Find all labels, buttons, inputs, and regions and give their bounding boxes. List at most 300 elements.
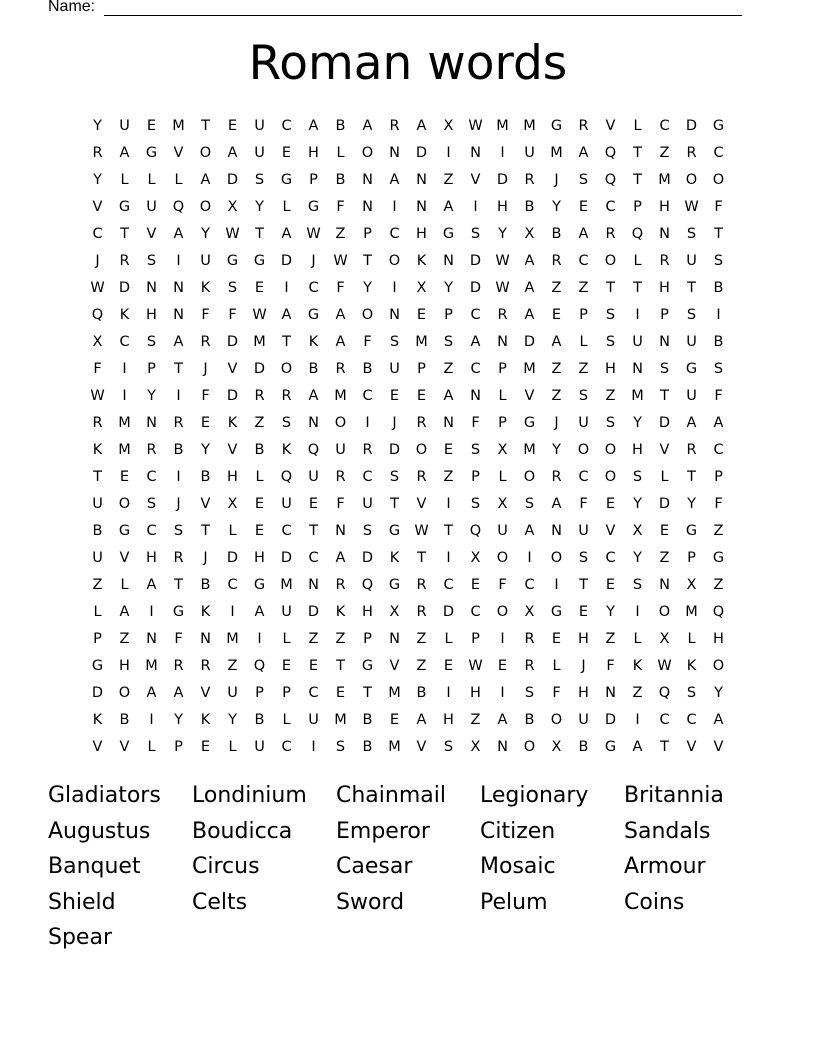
grid-letter: D (442, 604, 455, 620)
grid-letter: Z (551, 280, 562, 296)
grid-letter: P (363, 226, 372, 242)
grid-letter: E (578, 199, 589, 215)
grid-letter: H (416, 226, 427, 242)
word-bank-item: Londinium (192, 783, 307, 808)
grid-letter: T (93, 469, 102, 485)
grid-letter: G (523, 415, 536, 431)
grid-letter: H (146, 550, 157, 566)
grid-letter: I (500, 145, 505, 161)
grid-letter: M (172, 118, 185, 134)
grid-letter: U (362, 496, 373, 512)
grid-letter: G (388, 577, 401, 593)
grid-letter: F (471, 415, 480, 431)
grid-letter: V (605, 118, 616, 134)
grid-letter: J (581, 658, 586, 674)
grid-letter: I (392, 280, 397, 296)
grid-letter: L (633, 253, 642, 269)
grid-letter: E (497, 658, 508, 674)
grid-letter: I (473, 199, 478, 215)
grid-letter: E (416, 388, 427, 404)
grid-letter: P (174, 739, 183, 755)
grid-letter: B (551, 226, 562, 242)
word-bank-item: Circus (192, 854, 260, 879)
grid-letter: R (524, 631, 535, 647)
grid-letter: C (578, 469, 589, 485)
grid-letter: T (363, 685, 372, 701)
grid-letter: F (552, 685, 561, 701)
grid-letter: K (686, 658, 697, 674)
grid-letter: C (713, 145, 724, 161)
grid-letter: M (226, 631, 239, 647)
grid-letter: L (579, 334, 588, 350)
grid-letter: S (605, 415, 616, 431)
grid-letter: H (470, 685, 481, 701)
grid-letter: R (686, 442, 697, 458)
grid-letter: M (685, 604, 698, 620)
grid-letter: H (362, 604, 373, 620)
grid-letter: K (92, 442, 103, 458)
grid-letter: I (365, 415, 370, 431)
grid-letter: R (92, 145, 103, 161)
grid-letter: C (470, 604, 481, 620)
grid-letter: G (712, 118, 725, 134)
grid-letter: I (392, 199, 397, 215)
grid-letter: M (118, 442, 131, 458)
grid-letter: N (443, 253, 454, 269)
grid-letter: N (632, 361, 643, 377)
grid-letter: D (91, 685, 104, 701)
grid-letter: L (174, 172, 183, 188)
grid-letter: Z (335, 226, 346, 242)
grid-letter: X (227, 199, 238, 215)
grid-letter: Z (605, 631, 616, 647)
grid-letter: I (446, 685, 451, 701)
grid-letter: Y (363, 280, 372, 296)
grid-letter: L (336, 145, 345, 161)
grid-letter: L (147, 172, 156, 188)
word-bank-item: Armour (624, 854, 706, 879)
grid-letter: N (362, 199, 373, 215)
grid-letter: U (92, 550, 103, 566)
grid-letter: V (227, 442, 238, 458)
grid-letter: G (253, 577, 266, 593)
grid-letter: X (524, 226, 535, 242)
grid-letter: D (469, 253, 482, 269)
grid-letter: S (470, 496, 481, 512)
grid-letter: L (498, 388, 507, 404)
grid-letter: Q (253, 658, 266, 674)
grid-letter: E (659, 523, 670, 539)
grid-letter: V (119, 739, 130, 755)
grid-letter: P (417, 361, 426, 377)
grid-letter: S (389, 469, 400, 485)
grid-letter: E (254, 496, 265, 512)
grid-letter: L (282, 631, 291, 647)
grid-letter: E (227, 118, 238, 134)
grid-letter: D (415, 145, 428, 161)
grid-letter: E (200, 415, 211, 431)
grid-letter: B (713, 334, 724, 350)
grid-letter: E (308, 658, 319, 674)
grid-letter: U (686, 253, 697, 269)
grid-letter: L (255, 469, 264, 485)
grid-letter: I (716, 307, 721, 323)
grid-letter: Q (91, 307, 104, 323)
grid-letter: O (334, 415, 347, 431)
grid-letter: B (335, 118, 346, 134)
grid-letter: Y (633, 496, 642, 512)
grid-letter: N (308, 415, 319, 431)
grid-letter: Y (147, 388, 156, 404)
grid-letter: R (92, 415, 103, 431)
grid-letter: H (713, 631, 724, 647)
grid-letter: T (201, 118, 210, 134)
grid-letter: E (443, 658, 454, 674)
grid-letter: J (203, 550, 208, 566)
grid-letter: B (416, 685, 427, 701)
grid-letter: M (253, 334, 266, 350)
grid-letter: Q (280, 469, 293, 485)
grid-letter: H (632, 442, 643, 458)
grid-letter: A (281, 226, 292, 242)
grid-letter: W (468, 658, 483, 674)
grid-letter: G (442, 226, 455, 242)
grid-letter: S (470, 226, 481, 242)
word-bank-item: Pelum (480, 889, 548, 915)
grid-letter: O (280, 361, 293, 377)
grid-letter: M (550, 145, 563, 161)
word-bank-item: Sandals (624, 818, 711, 844)
grid-letter: L (228, 739, 237, 755)
grid-letter: U (686, 388, 697, 404)
grid-letter: X (227, 496, 238, 512)
grid-letter: P (471, 631, 480, 647)
grid-letter: A (173, 226, 184, 242)
grid-letter: C (362, 469, 373, 485)
grid-letter: C (281, 118, 292, 134)
grid-letter: Z (308, 631, 319, 647)
grid-letter: C (281, 523, 292, 539)
grid-letter: A (416, 118, 427, 134)
grid-letter: C (524, 577, 535, 593)
grid-letter: A (173, 685, 184, 701)
grid-letter: S (443, 334, 454, 350)
grid-letter: T (201, 523, 210, 539)
grid-letter: Z (713, 523, 724, 539)
grid-letter: U (524, 145, 535, 161)
grid-letter: Z (416, 631, 427, 647)
grid-letter: V (146, 226, 157, 242)
grid-letter: E (308, 496, 319, 512)
grid-letter: V (92, 739, 103, 755)
grid-letter: X (389, 604, 400, 620)
grid-letter: V (416, 739, 427, 755)
grid-letter: Z (119, 631, 130, 647)
word-bank-item: Legionary (480, 783, 589, 808)
grid-letter: R (659, 253, 670, 269)
grid-letter: M (280, 577, 293, 593)
grid-letter: A (254, 604, 265, 620)
grid-letter: A (335, 550, 346, 566)
grid-letter: E (578, 604, 589, 620)
grid-letter: C (308, 550, 319, 566)
grid-letter: A (308, 118, 319, 134)
grid-letter: T (363, 253, 372, 269)
grid-letter: E (335, 685, 346, 701)
grid-letter: F (336, 496, 345, 512)
grid-letter: R (686, 145, 697, 161)
grid-letter: C (362, 388, 373, 404)
grid-letter: Y (552, 199, 561, 215)
grid-letter: B (254, 442, 265, 458)
grid-letter: S (254, 172, 265, 188)
grid-letter: D (658, 415, 671, 431)
grid-letter: Q (631, 226, 644, 242)
grid-letter: T (714, 226, 723, 242)
grid-letter: S (146, 496, 157, 512)
grid-letter: S (146, 334, 157, 350)
grid-letter: A (173, 334, 184, 350)
grid-letter: D (469, 280, 482, 296)
grid-letter: E (254, 280, 265, 296)
grid-letter: O (388, 253, 401, 269)
grid-letter: Z (443, 361, 454, 377)
grid-letter: R (524, 172, 535, 188)
grid-letter: S (686, 685, 697, 701)
grid-letter: C (686, 712, 697, 728)
grid-letter: E (146, 118, 157, 134)
grid-letter: A (470, 334, 481, 350)
grid-letter: Y (255, 199, 264, 215)
grid-letter: C (470, 307, 481, 323)
grid-letter: T (120, 226, 129, 242)
grid-letter: O (685, 172, 698, 188)
grid-letter: F (606, 658, 615, 674)
grid-letter: R (497, 307, 508, 323)
grid-letter: V (227, 361, 238, 377)
grid-letter: K (119, 307, 130, 323)
grid-letter: A (578, 226, 589, 242)
grid-letter: Z (551, 388, 562, 404)
grid-letter: Y (633, 550, 642, 566)
grid-letter: Z (443, 172, 454, 188)
grid-letter: Z (659, 550, 670, 566)
grid-letter: O (712, 658, 725, 674)
grid-letter: I (446, 496, 451, 512)
word-bank-item: Sword (336, 889, 405, 915)
grid-letter: W (468, 118, 483, 134)
grid-letter: H (227, 469, 238, 485)
grid-letter: S (146, 253, 157, 269)
grid-letter: W (333, 253, 348, 269)
grid-letter: M (523, 361, 536, 377)
grid-letter: K (632, 658, 643, 674)
word-bank-item: Shield (48, 889, 116, 915)
grid-letter: B (578, 739, 589, 755)
grid-letter: U (281, 604, 292, 620)
grid-letter: M (496, 118, 509, 134)
grid-letter: P (255, 685, 264, 701)
grid-letter: O (577, 442, 590, 458)
grid-letter: K (200, 712, 211, 728)
grid-letter: C (227, 577, 238, 593)
word-bank-item: Mosaic (480, 854, 556, 879)
grid-letter: H (605, 361, 616, 377)
grid-letter: U (389, 361, 400, 377)
grid-letter: D (388, 442, 401, 458)
grid-letter: V (389, 658, 400, 674)
grid-letter: L (633, 631, 642, 647)
grid-letter: U (335, 442, 346, 458)
grid-letter: Z (632, 685, 643, 701)
grid-letter: A (335, 307, 346, 323)
grid-letter: I (311, 739, 316, 755)
grid-letter: W (90, 280, 105, 296)
grid-letter: P (363, 631, 372, 647)
grid-letter: B (362, 712, 373, 728)
grid-letter: Y (93, 118, 102, 134)
grid-letter: W (684, 199, 699, 215)
grid-letter: G (91, 658, 104, 674)
grid-letter: I (635, 712, 640, 728)
grid-letter: D (496, 172, 509, 188)
grid-letter: V (605, 523, 616, 539)
grid-letter: N (173, 307, 184, 323)
grid-letter: V (659, 442, 670, 458)
grid-letter: T (417, 550, 426, 566)
grid-letter: D (253, 361, 266, 377)
grid-letter: N (308, 577, 319, 593)
word-bank-item: Spear (48, 925, 112, 950)
grid-letter: H (659, 280, 670, 296)
grid-letter: I (176, 253, 181, 269)
grid-letter: X (659, 631, 670, 647)
grid-letter: U (92, 496, 103, 512)
grid-letter: M (415, 334, 428, 350)
grid-letter: F (93, 361, 102, 377)
grid-letter: S (686, 307, 697, 323)
grid-letter: N (470, 145, 481, 161)
grid-letter: U (119, 118, 130, 134)
grid-letter: V (200, 496, 211, 512)
grid-letter: N (200, 631, 211, 647)
grid-letter: R (362, 442, 373, 458)
grid-letter: W (657, 658, 672, 674)
grid-letter: P (471, 469, 480, 485)
grid-letter: A (551, 334, 562, 350)
grid-letter: K (200, 604, 211, 620)
grid-letter: S (605, 334, 616, 350)
grid-letter: N (335, 523, 346, 539)
grid-letter: Z (713, 577, 724, 593)
grid-letter: Z (578, 361, 589, 377)
grid-letter: R (578, 118, 589, 134)
grid-letter: O (361, 307, 374, 323)
word-bank-item: Coins (624, 889, 685, 915)
grid-letter: O (523, 739, 536, 755)
word-bank-item: Banquet (48, 854, 141, 879)
grid-letter: Y (498, 226, 507, 242)
grid-letter: X (416, 280, 427, 296)
grid-letter: S (713, 361, 724, 377)
grid-letter: O (604, 442, 617, 458)
grid-letter: G (550, 118, 563, 134)
grid-letter: E (389, 712, 400, 728)
grid-letter: F (201, 307, 210, 323)
grid-letter: I (527, 550, 532, 566)
grid-letter: I (257, 631, 262, 647)
word-bank-item: Chainmail (336, 783, 446, 808)
word-bank (48, 778, 768, 956)
grid-letter: R (416, 469, 427, 485)
grid-letter: C (92, 226, 103, 242)
grid-letter: D (604, 712, 617, 728)
grid-letter: K (389, 550, 400, 566)
grid-letter: Y (174, 712, 183, 728)
grid-letter: G (145, 145, 158, 161)
grid-letter: C (713, 442, 724, 458)
grid-letter: M (388, 685, 401, 701)
grid-letter: C (605, 550, 616, 566)
grid-letter: I (230, 604, 235, 620)
grid-letter: E (416, 307, 427, 323)
grid-letter: P (660, 307, 669, 323)
grid-letter: G (118, 523, 131, 539)
grid-letter: B (173, 442, 184, 458)
grid-letter: W (414, 523, 429, 539)
grid-letter: M (523, 118, 536, 134)
grid-letter: T (309, 523, 318, 539)
grid-letter: U (281, 496, 292, 512)
grid-letter: I (446, 145, 451, 161)
grid-letter: W (252, 307, 267, 323)
grid-letter: A (524, 523, 535, 539)
grid-letter: P (147, 361, 156, 377)
grid-letter: L (282, 199, 291, 215)
grid-letter: R (416, 415, 427, 431)
grid-letter: S (389, 334, 400, 350)
grid-letter: R (416, 604, 427, 620)
grid-letter: N (146, 631, 157, 647)
grid-letter: C (146, 469, 157, 485)
grid-letter: A (416, 712, 427, 728)
grid-letter: O (712, 172, 725, 188)
grid-letter: M (658, 172, 671, 188)
grid-letter: N (389, 631, 400, 647)
grid-letter: B (362, 739, 373, 755)
grid-letter: A (281, 307, 292, 323)
grid-letter: D (280, 253, 293, 269)
grid-letter: M (523, 442, 536, 458)
grid-letter: F (714, 388, 723, 404)
grid-letter: H (578, 631, 589, 647)
grid-letter: T (336, 658, 345, 674)
grid-letter: H (659, 199, 670, 215)
grid-letter: A (200, 172, 211, 188)
word-bank-item: Britannia (624, 783, 724, 808)
grid-letter: X (551, 739, 562, 755)
grid-letter: F (228, 307, 237, 323)
grid-letter: E (605, 496, 616, 512)
grid-letter: D (658, 496, 671, 512)
name-write-line[interactable] (104, 15, 742, 16)
grid-letter: C (389, 226, 400, 242)
grid-letter: R (335, 577, 346, 593)
grid-letter: S (227, 280, 238, 296)
grid-letter: H (497, 199, 508, 215)
grid-letter: A (308, 388, 319, 404)
grid-letter: S (443, 739, 454, 755)
